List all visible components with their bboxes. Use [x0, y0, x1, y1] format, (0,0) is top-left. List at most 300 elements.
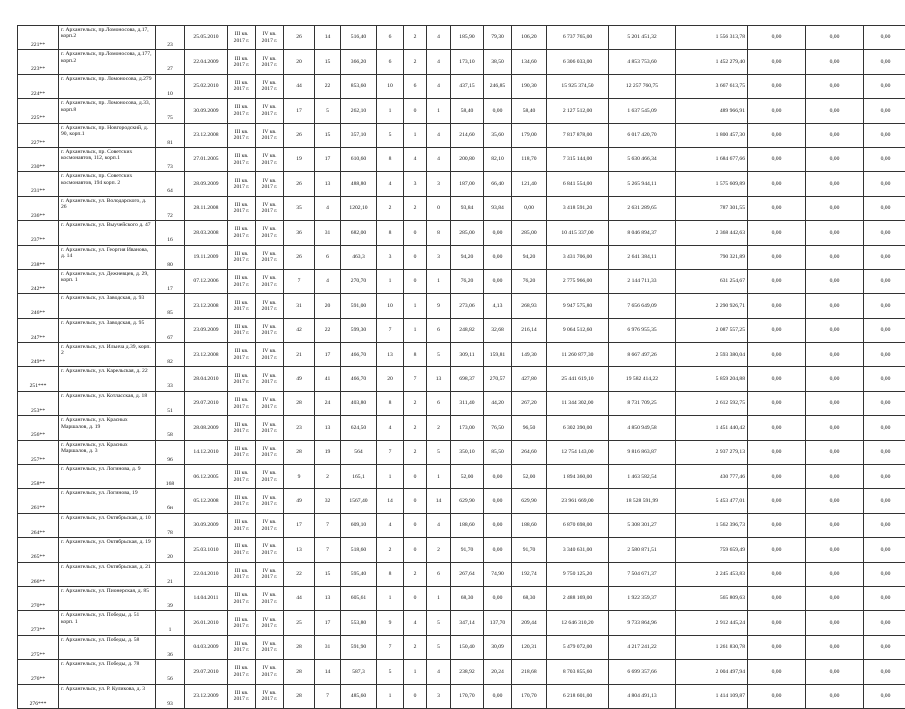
area-cell: 610,60	[341, 147, 377, 171]
extra-cost-b-cell: 0,00	[806, 123, 864, 147]
extra-cost-b-cell: 0,00	[806, 489, 864, 513]
table-row	[18, 221, 905, 245]
date-cell: 28.03.2008	[185, 221, 228, 245]
residents-cell: 17	[284, 99, 315, 123]
cost-fund-cell: 4 804 491,13	[609, 684, 676, 708]
cost-fund-cell: 2 631 289,65	[609, 196, 676, 220]
cost-total-cell: 6 870 698,00	[547, 513, 609, 537]
cost-budget-cell: 2 937 279,13	[676, 440, 748, 464]
row-number-cell: 221**	[18, 26, 59, 50]
area-municipal-cell: 121,40	[512, 172, 547, 196]
area-private-cell: 20,24	[484, 660, 512, 684]
rooms-municipal-cell: 1	[427, 269, 451, 293]
row-number-cell: 236**	[18, 196, 59, 220]
cost-budget-cell: 1 451 440,42	[676, 416, 748, 440]
stage-start-cell: III кв. 2017 г.	[228, 684, 256, 708]
address-cell: г. Архангельск, ул. Октябрьская, д. 19	[59, 538, 156, 562]
rooms-municipal-cell: 4	[427, 50, 451, 74]
area-municipal-cell: 120,31	[512, 635, 547, 659]
stage-start-cell: III кв. 2017 г.	[228, 318, 256, 342]
residents-cell: 23	[284, 416, 315, 440]
area-total-cell: 698,37	[451, 367, 484, 391]
resettled-cell: 17	[315, 611, 341, 635]
table-row	[18, 343, 905, 367]
area-cell: 624,50	[341, 416, 377, 440]
address-cell: г. Архангельск, ул. Заводская, д. 95	[59, 318, 156, 342]
address-cell: г. Архангельск, ул. Красных Маршалов, д. 19	[59, 416, 156, 440]
area-private-cell: 38,50	[484, 50, 512, 74]
address-cell: г. Архангельск, ул. Карельская, д. 22	[59, 367, 156, 391]
area-total-cell: 267,64	[451, 562, 484, 586]
apartments-cell: 10	[156, 74, 185, 98]
stage-end-cell: IV кв. 2017 г.	[256, 343, 284, 367]
stage-start-cell: III кв. 2017 г.	[228, 611, 256, 635]
resettled-cell: 22	[315, 318, 341, 342]
area-municipal-cell: 629,90	[512, 489, 547, 513]
extra-cost-c-cell: 0,00	[864, 538, 905, 562]
date-cell: 28.04.2010	[185, 367, 228, 391]
date-cell: 07.12.2006	[185, 269, 228, 293]
extra-cost-c-cell: 0,00	[864, 440, 905, 464]
cost-budget-cell: 2 593 380,04	[676, 343, 748, 367]
residents-cell: 26	[284, 245, 315, 269]
rooms-municipal-cell: 5	[427, 611, 451, 635]
date-cell: 23.12.2008	[185, 123, 228, 147]
extra-cost-a-cell: 0,00	[748, 586, 806, 610]
stage-end-cell: IV кв. 2017 г.	[256, 391, 284, 415]
area-total-cell: 187,00	[451, 172, 484, 196]
extra-cost-c-cell: 0,00	[864, 513, 905, 537]
extra-cost-b-cell: 0,00	[806, 74, 864, 98]
row-number-cell: 270**	[18, 586, 59, 610]
area-cell: 564	[341, 440, 377, 464]
resettled-cell: 19	[315, 440, 341, 464]
date-cell: 19.11.2009	[185, 245, 228, 269]
date-cell: 23.12.2008	[185, 294, 228, 318]
rooms-municipal-cell: 3	[427, 172, 451, 196]
rooms-total-cell: 10	[377, 294, 404, 318]
extra-cost-b-cell: 0,00	[806, 440, 864, 464]
extra-cost-a-cell: 0,00	[748, 416, 806, 440]
rooms-private-cell: 2	[404, 50, 427, 74]
rooms-municipal-cell: 3	[427, 684, 451, 708]
area-total-cell: 347,14	[451, 611, 484, 635]
rooms-total-cell: 2	[377, 196, 404, 220]
cost-total-cell: 15 925 374,50	[547, 74, 609, 98]
area-cell: 682,00	[341, 221, 377, 245]
cost-total-cell: 12 646 310,20	[547, 611, 609, 635]
area-cell: 262,10	[341, 99, 377, 123]
cost-total-cell: 2 775 966,00	[547, 269, 609, 293]
cost-fund-cell: 8 046 894,37	[609, 221, 676, 245]
extra-cost-c-cell: 0,00	[864, 147, 905, 171]
extra-cost-a-cell: 0,00	[748, 318, 806, 342]
table-row	[18, 294, 905, 318]
area-total-cell: 273,06	[451, 294, 484, 318]
resettled-cell: 4	[315, 196, 341, 220]
area-total-cell: 76,20	[451, 269, 484, 293]
stage-end-cell: IV кв. 2017 г.	[256, 684, 284, 708]
address-cell: г. Архангельск, ул. Ильича д.39, корп. 2	[59, 343, 156, 367]
cost-total-cell: 3 431 706,00	[547, 245, 609, 269]
area-private-cell: 0,00	[484, 269, 512, 293]
cost-fund-cell: 1 463 582,54	[609, 465, 676, 489]
area-private-cell: 270,57	[484, 367, 512, 391]
extra-cost-c-cell: 0,00	[864, 26, 905, 50]
extra-cost-a-cell: 0,00	[748, 489, 806, 513]
stage-start-cell: III кв. 2017 г.	[228, 416, 256, 440]
area-municipal-cell: 427,80	[512, 367, 547, 391]
extra-cost-c-cell: 0,00	[864, 684, 905, 708]
apartments-cell: 1	[156, 611, 185, 635]
table-row	[18, 660, 905, 684]
date-cell: 29.07.2010	[185, 660, 228, 684]
resettled-cell: 7	[315, 513, 341, 537]
cost-total-cell: 9 750 125,20	[547, 562, 609, 586]
cost-budget-cell: 489 966,91	[676, 99, 748, 123]
cost-fund-cell: 4 217 241,22	[609, 635, 676, 659]
residents-cell: 13	[284, 538, 315, 562]
resettled-cell: 15	[315, 562, 341, 586]
apartments-cell: 6н	[156, 489, 185, 513]
address-cell: г. Архангельск, пр.Ломоносова, д.177, корп.2	[59, 50, 156, 74]
extra-cost-c-cell: 0,00	[864, 294, 905, 318]
cost-budget-cell: 2 290 926,71	[676, 294, 748, 318]
rooms-total-cell: 1	[377, 465, 404, 489]
extra-cost-b-cell: 0,00	[806, 513, 864, 537]
date-cell: 25.02.2010	[185, 74, 228, 98]
residents-cell: 49	[284, 489, 315, 513]
cost-total-cell: 6 737 765,00	[547, 26, 609, 50]
date-cell: 28.08.2009	[185, 416, 228, 440]
resettled-cell: 41	[315, 367, 341, 391]
cost-fund-cell: 2 144 711,33	[609, 269, 676, 293]
resettled-cell: 6	[315, 245, 341, 269]
rooms-total-cell: 4	[377, 513, 404, 537]
stage-end-cell: IV кв. 2017 г.	[256, 660, 284, 684]
extra-cost-b-cell: 0,00	[806, 586, 864, 610]
extra-cost-c-cell: 0,00	[864, 221, 905, 245]
stage-end-cell: IV кв. 2017 г.	[256, 489, 284, 513]
area-municipal-cell: 68,30	[512, 586, 547, 610]
area-total-cell: 437,15	[451, 74, 484, 98]
extra-cost-b-cell: 0,00	[806, 465, 864, 489]
resettled-cell: 13	[315, 172, 341, 196]
extra-cost-c-cell: 0,00	[864, 196, 905, 220]
resettled-cell: 20	[315, 294, 341, 318]
area-cell: 1567,40	[341, 489, 377, 513]
table-row	[18, 318, 905, 342]
extra-cost-a-cell: 0,00	[748, 440, 806, 464]
rooms-total-cell: 8	[377, 147, 404, 171]
residents-cell: 26	[284, 123, 315, 147]
rooms-total-cell: 1	[377, 269, 404, 293]
area-total-cell: 309,11	[451, 343, 484, 367]
rooms-private-cell: 0	[404, 245, 427, 269]
residents-cell: 28	[284, 635, 315, 659]
area-private-cell: 30,09	[484, 635, 512, 659]
apartments-cell: 58	[156, 416, 185, 440]
cost-fund-cell: 7 656 649,09	[609, 294, 676, 318]
rooms-municipal-cell: 2	[427, 538, 451, 562]
date-cell: 30.09.2009	[185, 99, 228, 123]
cost-budget-cell: 790 321,89	[676, 245, 748, 269]
cost-budget-cell: 2 245 453,83	[676, 562, 748, 586]
rooms-municipal-cell: 4	[427, 74, 451, 98]
stage-start-cell: III кв. 2017 г.	[228, 74, 256, 98]
stage-end-cell: IV кв. 2017 г.	[256, 269, 284, 293]
address-cell: г. Архангельск, ул. Р. Куликова, д. 3	[59, 684, 156, 708]
table-row	[18, 635, 905, 659]
extra-cost-c-cell: 0,00	[864, 586, 905, 610]
cost-total-cell: 11 344 302,00	[547, 391, 609, 415]
table-row	[18, 123, 905, 147]
date-cell: 28.09.2009	[185, 172, 228, 196]
cost-total-cell: 5 479 072,00	[547, 635, 609, 659]
rooms-municipal-cell: 3	[427, 245, 451, 269]
extra-cost-b-cell: 0,00	[806, 391, 864, 415]
resettled-cell: 2	[315, 465, 341, 489]
stage-end-cell: IV кв. 2017 г.	[256, 367, 284, 391]
extra-cost-b-cell: 0,00	[806, 196, 864, 220]
stage-start-cell: III кв. 2017 г.	[228, 367, 256, 391]
apartments-cell: 72	[156, 196, 185, 220]
rooms-municipal-cell: 1	[427, 99, 451, 123]
extra-cost-b-cell: 0,00	[806, 221, 864, 245]
area-total-cell: 173,00	[451, 416, 484, 440]
table-row	[18, 391, 905, 415]
cost-total-cell: 2 488 169,00	[547, 586, 609, 610]
table-row	[18, 50, 905, 74]
apartments-cell: 33	[156, 367, 185, 391]
address-cell: г. Архангельск, ул. Володарского, д. 26	[59, 196, 156, 220]
area-municipal-cell: 58,40	[512, 99, 547, 123]
cost-budget-cell: 3 667 613,75	[676, 74, 748, 98]
apartments-cell: 39	[156, 586, 185, 610]
area-total-cell: 173,10	[451, 50, 484, 74]
cost-fund-cell: 8 731 709,25	[609, 391, 676, 415]
address-cell: г. Архангельск, ул. Георгия Иванова, д. 14	[59, 245, 156, 269]
area-private-cell: 32,68	[484, 318, 512, 342]
resettled-cell: 31	[315, 635, 341, 659]
stage-start-cell: III кв. 2017 г.	[228, 513, 256, 537]
area-municipal-cell: 118,70	[512, 147, 547, 171]
cost-budget-cell: 1 261 830,78	[676, 635, 748, 659]
stage-start-cell: III кв. 2017 г.	[228, 489, 256, 513]
apartments-cell: 67	[156, 318, 185, 342]
date-cell: 23.09.2009	[185, 318, 228, 342]
area-municipal-cell: 209,44	[512, 611, 547, 635]
stage-start-cell: III кв. 2017 г.	[228, 99, 256, 123]
cost-budget-cell: 1 452 279,40	[676, 50, 748, 74]
row-number-cell: 264**	[18, 513, 59, 537]
extra-cost-a-cell: 0,00	[748, 123, 806, 147]
area-cell: 595,40	[341, 562, 377, 586]
rooms-private-cell: 2	[404, 391, 427, 415]
residents-cell: 22	[284, 562, 315, 586]
stage-start-cell: III кв. 2017 г.	[228, 294, 256, 318]
rooms-total-cell: 4	[377, 416, 404, 440]
area-cell: 485,60	[341, 684, 377, 708]
extra-cost-a-cell: 0,00	[748, 172, 806, 196]
area-total-cell: 311,40	[451, 391, 484, 415]
address-cell: г. Архангельск, ул. Октябрьская, д. 10	[59, 513, 156, 537]
extra-cost-c-cell: 0,00	[864, 611, 905, 635]
extra-cost-a-cell: 0,00	[748, 294, 806, 318]
area-cell: 1202,10	[341, 196, 377, 220]
cost-fund-cell: 2 580 871,51	[609, 538, 676, 562]
date-cell: 25.05.2010	[185, 26, 228, 50]
stage-end-cell: IV кв. 2017 г.	[256, 465, 284, 489]
residents-cell: 44	[284, 74, 315, 98]
extra-cost-a-cell: 0,00	[748, 221, 806, 245]
rooms-private-cell: 2	[404, 440, 427, 464]
extra-cost-a-cell: 0,00	[748, 147, 806, 171]
cost-fund-cell: 18 528 591,99	[609, 489, 676, 513]
rooms-private-cell: 0	[404, 684, 427, 708]
cost-fund-cell: 5 265 944,11	[609, 172, 676, 196]
rooms-municipal-cell: 6	[427, 318, 451, 342]
extra-cost-c-cell: 0,00	[864, 635, 905, 659]
address-cell: г. Архангельск, ул. Октябрьская, д. 21	[59, 562, 156, 586]
rooms-total-cell: 20	[377, 367, 404, 391]
stage-start-cell: III кв. 2017 г.	[228, 50, 256, 74]
address-cell: г. Архангельск, ул. Красных Маршалов, д. 3	[59, 440, 156, 464]
extra-cost-a-cell: 0,00	[748, 269, 806, 293]
residents-cell: 7	[284, 269, 315, 293]
extra-cost-c-cell: 0,00	[864, 343, 905, 367]
cost-total-cell: 6 302 390,00	[547, 416, 609, 440]
rooms-municipal-cell: 14	[427, 489, 451, 513]
rooms-private-cell: 0	[404, 489, 427, 513]
stage-end-cell: IV кв. 2017 г.	[256, 416, 284, 440]
address-cell: г. Архангельск, пр.Ломоносова, д.17, корп.2	[59, 26, 156, 50]
stage-start-cell: III кв. 2017 г.	[228, 562, 256, 586]
area-private-cell: 0,00	[484, 221, 512, 245]
rooms-municipal-cell: 1	[427, 586, 451, 610]
area-private-cell: 0,00	[484, 684, 512, 708]
date-cell: 05.12.2008	[185, 489, 228, 513]
apartments-cell: 82	[156, 343, 185, 367]
cost-fund-cell: 8 667 497,26	[609, 343, 676, 367]
stage-start-cell: III кв. 2017 г.	[228, 221, 256, 245]
area-private-cell: 35,60	[484, 123, 512, 147]
stage-start-cell: III кв. 2017 г.	[228, 147, 256, 171]
residents-cell: 26	[284, 26, 315, 50]
rooms-total-cell: 1	[377, 586, 404, 610]
stage-start-cell: III кв. 2017 г.	[228, 465, 256, 489]
area-private-cell: 0,00	[484, 465, 512, 489]
residents-cell: 9	[284, 465, 315, 489]
area-cell: 366,20	[341, 50, 377, 74]
row-number-cell: 265**	[18, 538, 59, 562]
cost-budget-cell: 430 777,46	[676, 465, 748, 489]
cost-fund-cell: 5 308 301,27	[609, 513, 676, 537]
residents-cell: 28	[284, 684, 315, 708]
table-row	[18, 562, 905, 586]
row-number-cell: 230**	[18, 147, 59, 171]
date-cell: 26.01.2010	[185, 611, 228, 635]
extra-cost-b-cell: 0,00	[806, 562, 864, 586]
resettled-cell: 14	[315, 26, 341, 50]
cost-total-cell: 23 961 669,00	[547, 489, 609, 513]
extra-cost-a-cell: 0,00	[748, 465, 806, 489]
extra-cost-a-cell: 0,00	[748, 611, 806, 635]
rooms-private-cell: 7	[404, 367, 427, 391]
extra-cost-b-cell: 0,00	[806, 318, 864, 342]
area-municipal-cell: 170,70	[512, 684, 547, 708]
stage-start-cell: III кв. 2017 г.	[228, 26, 256, 50]
cost-fund-cell: 19 582 414,22	[609, 367, 676, 391]
date-cell: 23.12.2008	[185, 343, 228, 367]
residents-cell: 21	[284, 343, 315, 367]
rooms-private-cell: 3	[404, 172, 427, 196]
extra-cost-c-cell: 0,00	[864, 74, 905, 98]
extra-cost-b-cell: 0,00	[806, 684, 864, 708]
apartments-cell: 75	[156, 99, 185, 123]
table-row	[18, 99, 905, 123]
table-row	[18, 611, 905, 635]
address-cell: г. Архангельск, пр. Ломоносова, д.279	[59, 74, 156, 98]
stage-start-cell: III кв. 2017 г.	[228, 123, 256, 147]
row-number-cell: 276**	[18, 660, 59, 684]
date-cell: 28.11.2008	[185, 196, 228, 220]
area-cell: 591,90	[341, 635, 377, 659]
stage-end-cell: IV кв. 2017 г.	[256, 99, 284, 123]
area-cell: 605,61	[341, 586, 377, 610]
date-cell: 14.04.2011	[185, 586, 228, 610]
cost-fund-cell: 4 853 753,60	[609, 50, 676, 74]
area-cell: 466,70	[341, 343, 377, 367]
extra-cost-c-cell: 0,00	[864, 465, 905, 489]
area-private-cell: 76,50	[484, 416, 512, 440]
apartments-cell: 85	[156, 294, 185, 318]
resettled-cell: 7	[315, 684, 341, 708]
stage-end-cell: IV кв. 2017 г.	[256, 221, 284, 245]
table-row	[18, 416, 905, 440]
extra-cost-b-cell: 0,00	[806, 99, 864, 123]
cost-fund-cell: 6 976 955,35	[609, 318, 676, 342]
rooms-private-cell: 2	[404, 635, 427, 659]
row-number-cell: 273**	[18, 611, 59, 635]
rooms-private-cell: 2	[404, 26, 427, 50]
area-total-cell: 200,80	[451, 147, 484, 171]
area-cell: 609,10	[341, 513, 377, 537]
cost-fund-cell: 12 257 760,75	[609, 74, 676, 98]
residents-cell: 26	[284, 172, 315, 196]
address-cell: г. Архангельск, ул. Заводская, д. 93	[59, 294, 156, 318]
stage-end-cell: IV кв. 2017 г.	[256, 611, 284, 635]
rooms-private-cell: 0	[404, 465, 427, 489]
table-row	[18, 26, 905, 50]
cost-budget-cell: 2 612 592,75	[676, 391, 748, 415]
area-municipal-cell: 76,20	[512, 269, 547, 293]
resettled-cell: 17	[315, 343, 341, 367]
cost-fund-cell: 1 637 545,09	[609, 99, 676, 123]
cost-budget-cell: 631 254,67	[676, 269, 748, 293]
extra-cost-a-cell: 0,00	[748, 513, 806, 537]
cost-budget-cell: 565 809,63	[676, 586, 748, 610]
row-number-cell: 247**	[18, 318, 59, 342]
row-number-cell: 224**	[18, 74, 59, 98]
area-cell: 270,70	[341, 269, 377, 293]
area-total-cell: 91,70	[451, 538, 484, 562]
extra-cost-b-cell: 0,00	[806, 294, 864, 318]
area-total-cell: 68,30	[451, 586, 484, 610]
address-cell: г. Архангельск, ул. Победы, д. 51 корп. 1	[59, 611, 156, 635]
address-cell: г. Архангельск, пр. Советских космонавтов, 112, корп.1	[59, 147, 156, 171]
resettled-cell: 13	[315, 586, 341, 610]
